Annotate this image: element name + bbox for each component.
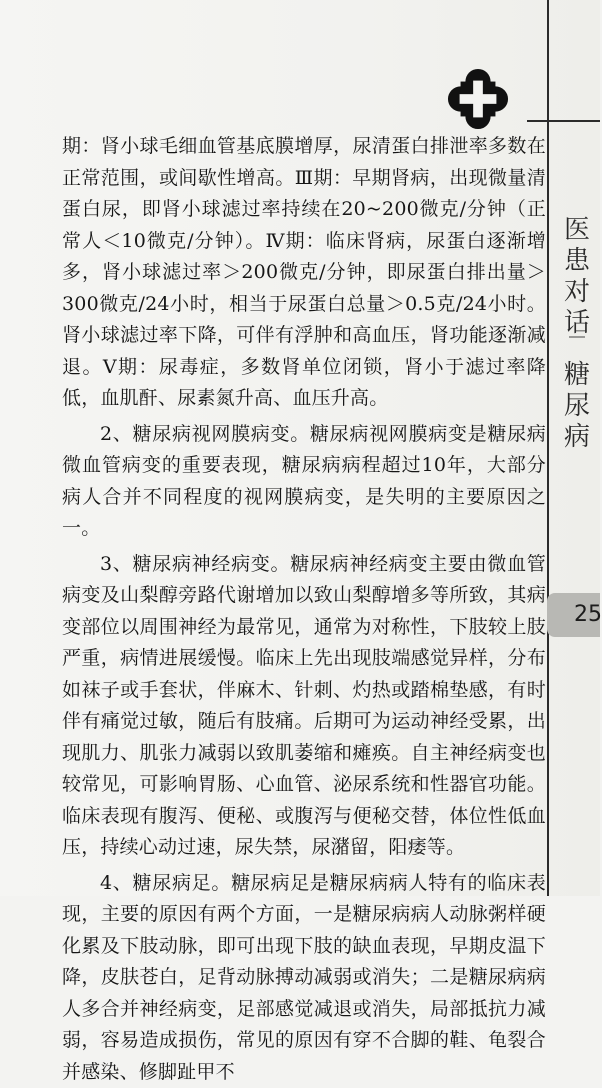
book-title-vertical: 医患对话 [560, 215, 594, 339]
paragraph-diabetic-foot: 4、糖尿病足。糖尿病足是糖尿病病人特有的临床表现，主要的原因有两个方面，一是糖尿病病人动脉粥样硬化累及下肢动脉，即可出现下肢的缺血表现，早期皮温下降，皮肤苍白，足背动脉搏动减弱或消失；二是糖尿病病人多合并神经病变，足部感觉减退或消失，局部抵抗力减弱，容易造成损伤，常见的原因有穿不合脚的鞋、龟裂合并感染、修脚趾甲不 [62, 868, 546, 1088]
margin-vertical-rule [547, 0, 549, 896]
book-subtitle-vertical: 糖尿病 [560, 360, 594, 453]
body-text [62, 131, 546, 891]
paragraph-retinopathy: 2、糖尿病视网膜病变。糖尿病视网膜病变是糖尿病微血管病变的重要表现，糖尿病病程超过10年，大部分病人合并不同程度的视网膜病变，是失明的主要原因之一。 [62, 419, 546, 545]
paragraph-kidney-stages: 期：肾小球毛细血管基底膜增厚，尿清蛋白排泄率多数在正常范围，或间歇性增高。Ⅲ期：早期肾病，出现微量清蛋白尿，即肾小球滤过率持续在20~200微克/分钟（正常人＜10微克/分钟）。Ⅳ期：临床肾病，尿蛋白逐渐增多，肾小球滤过率＞200微克/分钟，即尿蛋白排出量＞300微克/24小时，相当于尿蛋白总量＞0.5克/24小时。肾小球滤过率下降，可伴有浮肿和高血压，肾功能逐渐减退。Ⅴ期：尿毒症，多数肾单位闭锁，肾小于滤过率降低，血肌酐、尿素氮升高、血压升高。 [62, 131, 546, 415]
paragraph-neuropathy: 3、糖尿病神经病变。糖尿病神经病变主要由微血管病变及山梨醇旁路代谢增加以致山梨醇增多等所致，其病变部位以周围神经为最常见，通常为对称性，下肢较上肢严重，病情进展缓慢。临床上先出现肢端感觉异样，分布如袜子或手套状，伴麻木、针刺、灼热或踏棉垫感，有时伴有痛觉过敏，随后有肢痛。后期可为运动神经受累，出现肌力、肌张力减弱以致肌萎缩和瘫痪。自主神经病变也较常见，可影响胃肠、心血管、泌尿系统和性器官功能。临床表现有腹泻、便秘、或腹泻与便秘交替，体位性低血压，持续心动过速，尿失禁，尿潴留，阳痿等。 [62, 549, 546, 864]
page-number: 25 [574, 602, 602, 627]
clover-cross-logo-icon [447, 68, 509, 130]
title-separator-icon [565, 330, 589, 344]
margin-horizontal-rule [527, 120, 600, 122]
